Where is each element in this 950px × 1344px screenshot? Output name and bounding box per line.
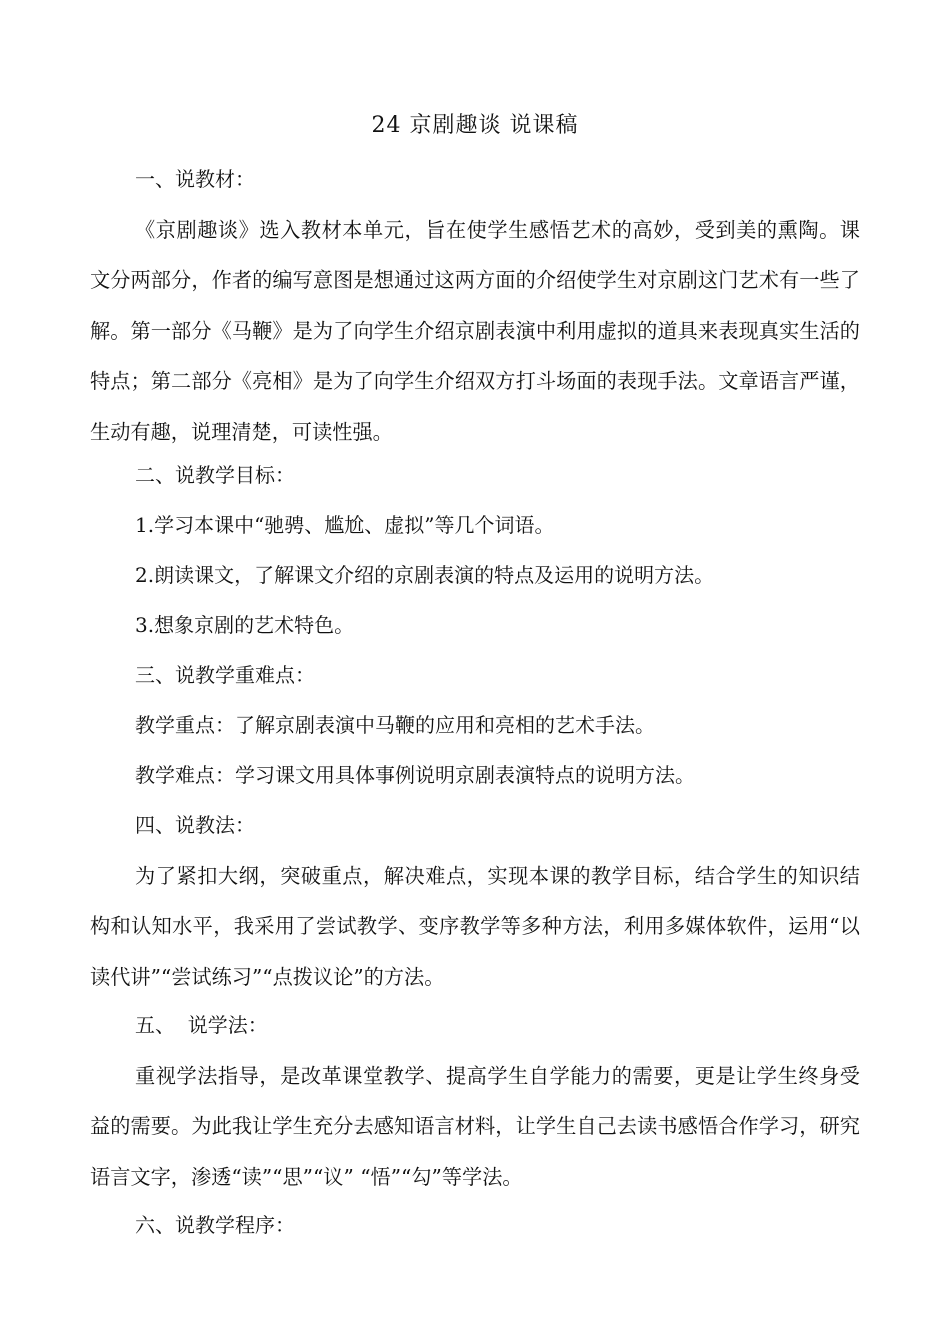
- section-heading-objectives: 二、说教学目标：: [135, 463, 295, 487]
- section-paragraph-textbook: 《京剧趣谈》选入教材本单元，旨在使学生感悟艺术的高妙，受到美的熏陶。课文分两部分，作者的编写意图是想通过这两方面的介绍使学生对京剧这门艺术有一些了解。第一部分《马鞭》是为了向学生介绍京剧表演中利用虚拟的道具来表现真实生活的特点；第二部分《亮相》是为了向学生介绍双方打斗场面的表现手法。文章语言严谨，生动有趣，说理清楚，可读性强。: [90, 218, 860, 444]
- objective-item-1: 1.学习本课中“驰骋、尴尬、虚拟”等几个词语。: [135, 513, 555, 537]
- section-heading-learning-method: 五、 说学法：: [135, 1013, 268, 1037]
- objective-item-2: 2.朗读课文，了解课文介绍的京剧表演的特点及运用的说明方法。: [135, 563, 715, 587]
- key-point-item: 教学重点：了解京剧表演中马鞭的应用和亮相的艺术手法。: [135, 713, 655, 737]
- difficult-point-item: 教学难点：学习课文用具体事例说明京剧表演特点的说明方法。: [135, 763, 695, 787]
- section-heading-teaching-procedure: 六、说教学程序：: [135, 1213, 295, 1237]
- section-paragraph-learning-method: 重视学法指导，是改革课堂教学、提高学生自学能力的需要，更是让学生终身受益的需要。为此我让学生充分去感知语言材料，让学生自己去读书感悟合作学习，研究语言文字，渗透“读”“思”“议” “悟”“勾”等学法。: [90, 1064, 860, 1189]
- section-paragraph-teaching-method: 为了紧扣大纲，突破重点，解决难点，实现本课的教学目标，结合学生的知识结构和认知水平，我采用了尝试教学、变序教学等多种方法，利用多媒体软件，运用“以读代讲”“尝试练习”“点拨议论”的方法。: [90, 864, 860, 989]
- section-heading-textbook: 一、说教材：: [135, 167, 255, 191]
- objective-item-3: 3.想象京剧的艺术特色。: [135, 613, 355, 637]
- section-heading-teaching-method: 四、说教法：: [135, 813, 255, 837]
- page-title: 24 京剧趣谈 说课稿: [371, 113, 579, 138]
- section-heading-key-points: 三、说教学重难点：: [135, 663, 315, 687]
